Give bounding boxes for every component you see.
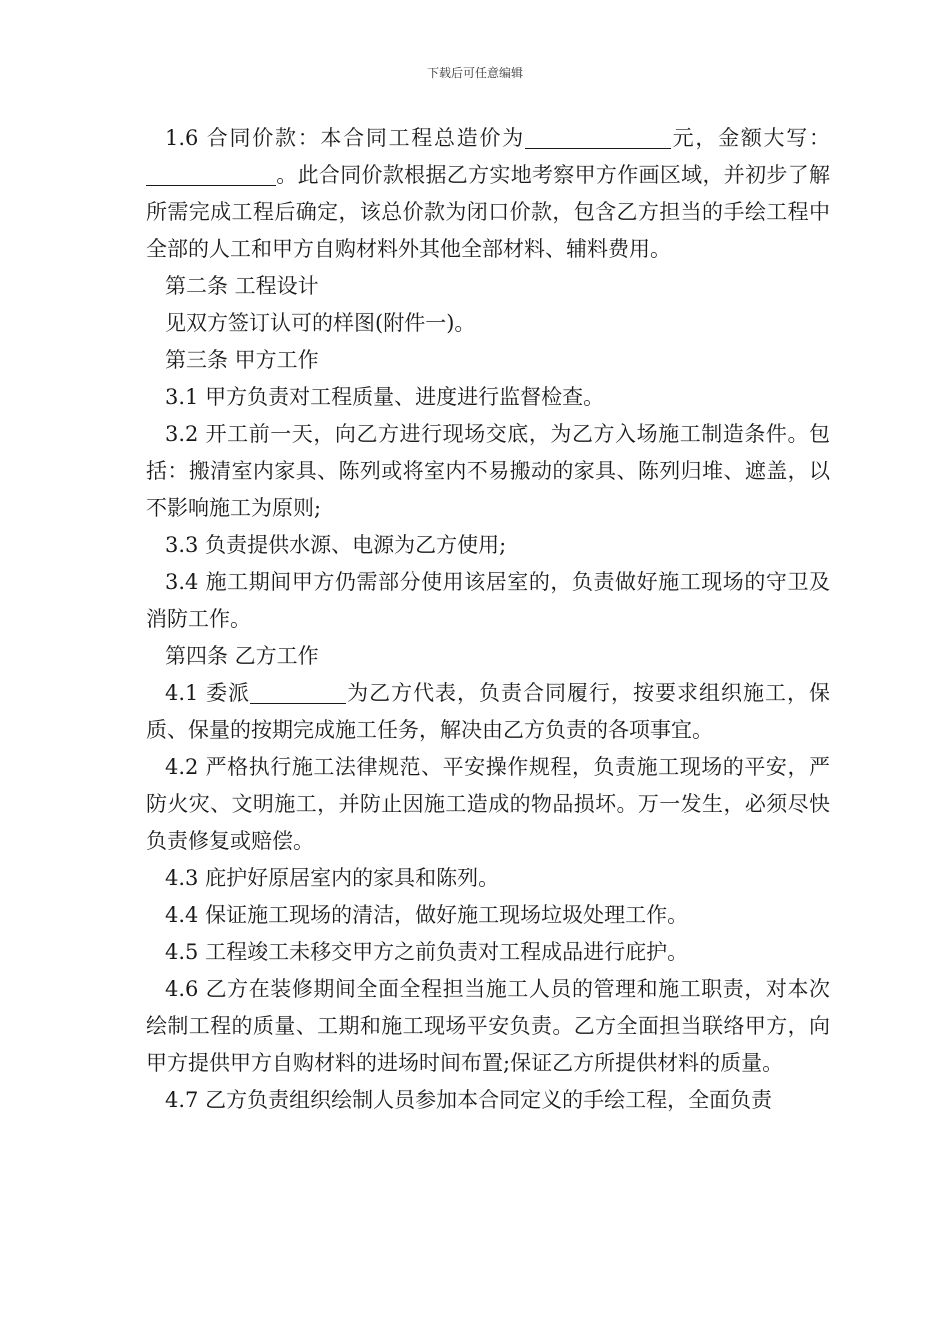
article-2-title: 第二条 工程设计 xyxy=(165,274,319,298)
contract-body xyxy=(146,120,830,1119)
clause-4-1-before: 4.1 委派 xyxy=(165,681,251,705)
clause-1-6-before-price: 1.6 合同价款：本合同工程总造价为 xyxy=(165,126,525,150)
article-4-title: 第四条 乙方工作 xyxy=(165,644,319,668)
clause-4-6: 4.6 乙方在装修期间全面全程担当施工人员的管理和施工职责，对本次绘制工程的质量、工期和施工现场平安负责。乙方全面担当联络甲方，向甲方提供甲方自购材料的进场时间布置;保证乙方所提供材料的质量。 xyxy=(146,977,830,1075)
clause-4-1 xyxy=(146,675,830,749)
clause-3-1: 3.1 甲方负责对工程质量、进度进行监督检查。 xyxy=(165,385,605,409)
article-2-text: 见双方签订认可的样图(附件一)。 xyxy=(165,311,476,335)
clause-4-5: 4.5 工程竣工未移交甲方之前负责对工程成品进行庇护。 xyxy=(165,940,689,964)
clause-4-3: 4.3 庇护好原居室内的家具和陈列。 xyxy=(165,866,500,890)
clause-4-1-after: 为乙方代表，负责合同履行，按要求组织施工，保质、保量的按期完成施工任务，解决由乙方负责的各项事宜。 xyxy=(146,681,831,742)
clause-4-2: 4.2 严格执行施工法律规范、平安操作规程，负责施工现场的平安，严防火灾、文明施工，并防止因施工造成的物品损坏。万一发生，必须尽快负责修复或赔偿。 xyxy=(146,755,830,853)
article-3-title: 第三条 甲方工作 xyxy=(165,348,319,372)
clause-4-7: 4.7 乙方负责组织绘制人员参加本合同定义的手绘工程，全面负责 xyxy=(165,1088,773,1112)
clause-1-6-rest: 。此合同价款根据乙方实地考察甲方作画区域，并初步了解所需完成工程后确定，该总价款为闭口价款，包含乙方担当的手绘工程中全部的人工和甲方自购材料外其他全部材料、辅料费用。 xyxy=(146,163,830,261)
page-header: 下载后可任意编辑 xyxy=(426,66,523,80)
representative-blank xyxy=(250,681,346,704)
clause-3-2: 3.2 开工前一天，向乙方进行现场交底，为乙方入场施工制造条件。包括：搬清室内家具、陈列或将室内不易搬动的家具、陈列归堆、遮盖，以不影响施工为原则; xyxy=(146,422,830,520)
uppercase-amount-blank xyxy=(146,163,276,186)
clause-3-3: 3.3 负责提供水源、电源为乙方使用; xyxy=(165,533,507,557)
clause-4-4: 4.4 保证施工现场的清洁，做好施工现场垃圾处理工作。 xyxy=(165,903,689,927)
price-blank xyxy=(525,126,671,149)
clause-1-6-after-price: 元，金额大写： xyxy=(670,126,831,150)
clause-1-6 xyxy=(146,120,830,268)
clause-3-4: 3.4 施工期间甲方仍需部分使用该居室的，负责做好施工现场的守卫及消防工作。 xyxy=(146,570,830,631)
